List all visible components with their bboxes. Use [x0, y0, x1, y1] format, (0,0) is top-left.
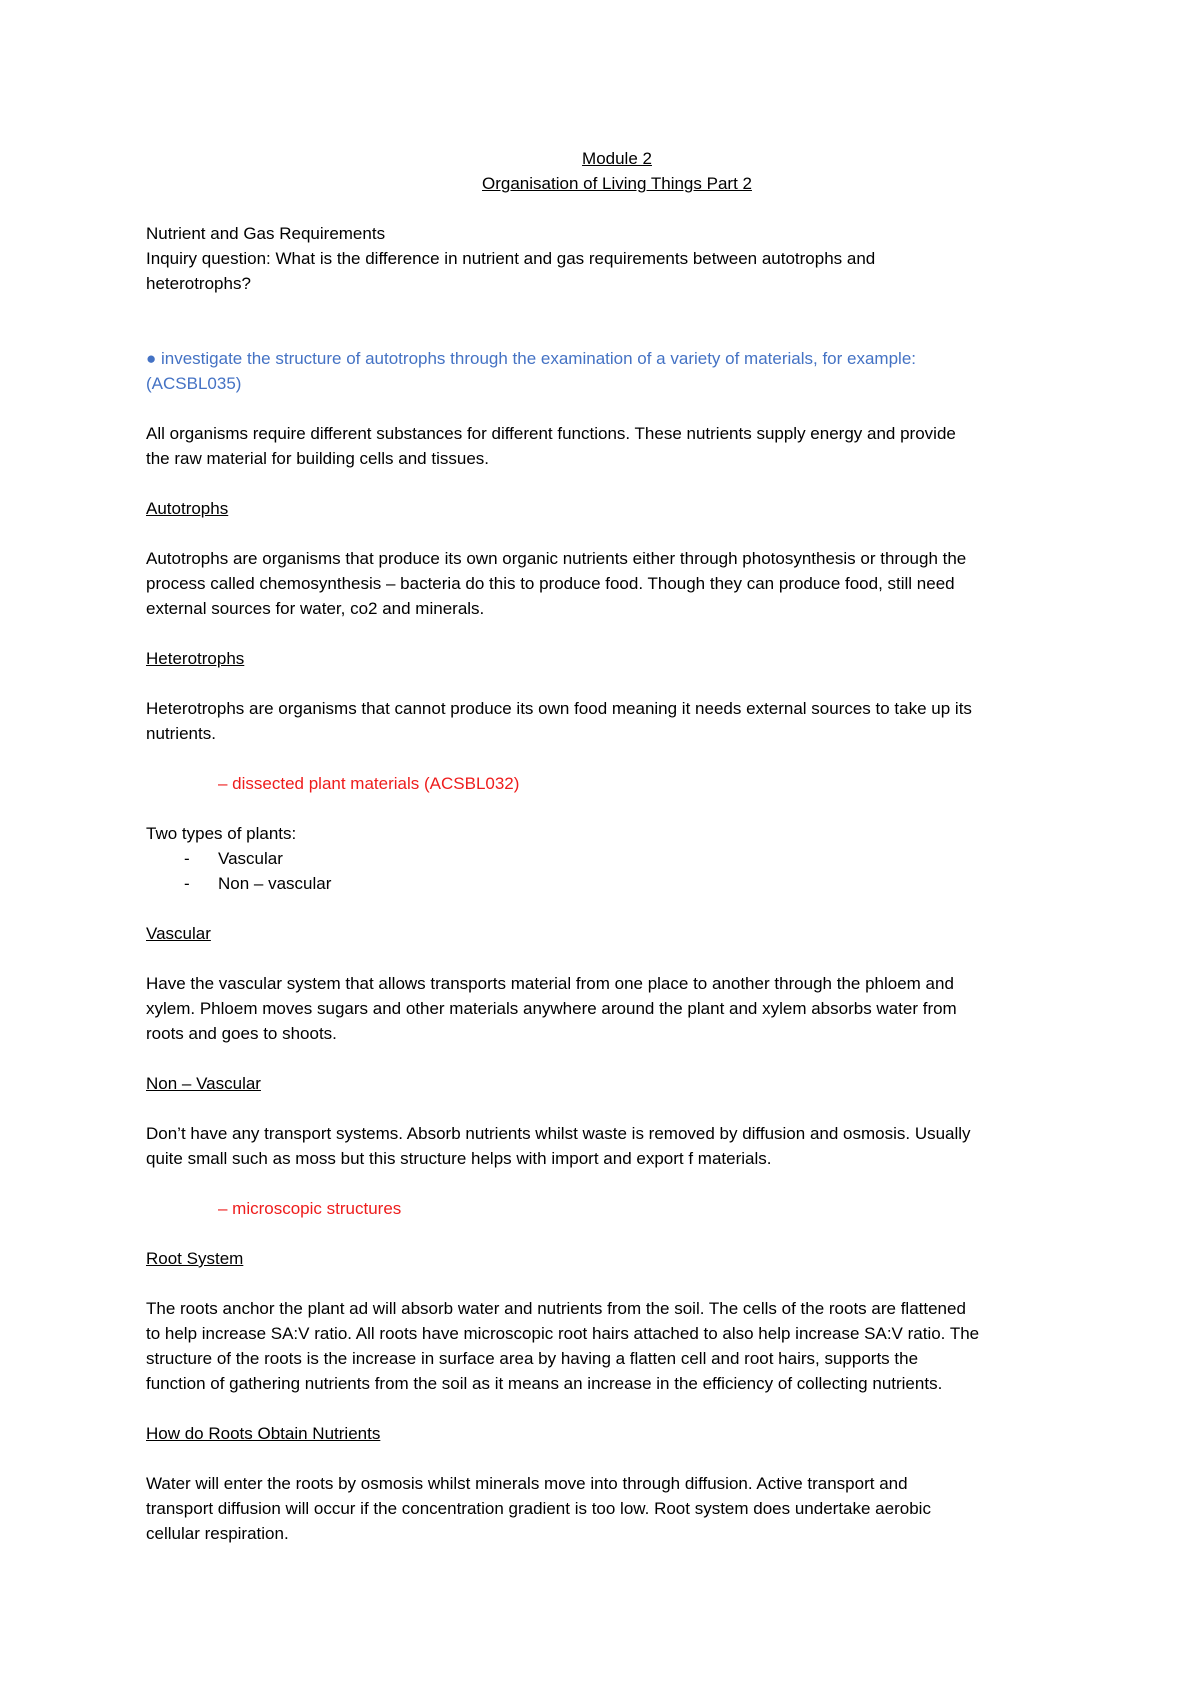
non-vascular-heading: Non – Vascular — [146, 1074, 261, 1093]
paragraph-line: Water will enter the roots by osmosis whilst minerals move into through diffusion. Active transport and — [146, 1474, 908, 1493]
paragraph-line: nutrients. — [146, 724, 216, 743]
autotrophs-heading: Autotrophs — [146, 499, 229, 518]
paragraph-line: quite small such as moss but this structure helps with import and export f materials. — [146, 1149, 772, 1168]
paragraph-line: roots and goes to shoots. — [146, 1024, 337, 1043]
paragraph-line: cellular respiration. — [146, 1524, 289, 1543]
paragraph-line: The roots anchor the plant ad will absorb water and nutrients from the soil. The cells of the roots are flattened — [146, 1299, 966, 1318]
paragraph-line: to help increase SA:V ratio. All roots have microscopic root hairs attached to also help increase SA:V ratio. The — [146, 1324, 980, 1343]
paragraph-line: transport diffusion will occur if the concentration gradient is too low. Root system does undertake aerobic — [146, 1499, 931, 1518]
paragraph-line: external sources for water, co2 and minerals. — [146, 599, 485, 618]
paragraph-line: process called chemosynthesis – bacteria do this to produce food. Though they can produce food, still need — [146, 574, 955, 593]
paragraph-line: structure of the roots is the increase in surface area by having a flatten cell and root hairs, supports the — [146, 1349, 919, 1368]
paragraph-line: Have the vascular system that allows transports material from one place to another through the phloem and — [146, 974, 954, 993]
list-bullet: - — [184, 849, 190, 868]
title-block — [174, 146, 1060, 196]
plant-types-list — [146, 846, 1060, 896]
paragraph-line: All organisms require different substances for different functions. These nutrients supply energy and provide — [146, 424, 956, 443]
paragraph-line: xylem. Phloem moves sugars and other materials anywhere around the plant and xylem absorbs water from — [146, 999, 957, 1018]
root-system-heading: Root System — [146, 1249, 244, 1268]
syllabus-dot-point: ● investigate the structure of autotrophs through the examination of a variety of materials, for example: — [146, 349, 917, 368]
syllabus-subpoint: – dissected plant materials (ACSBL032) — [218, 774, 520, 793]
paragraph-line: Don’t have any transport systems. Absorb nutrients whilst waste is removed by diffusion and osmosis. Usually — [146, 1124, 971, 1143]
paragraph-line: Heterotrophs are organisms that cannot produce its own food meaning it needs external sources to take up its — [146, 699, 972, 718]
inquiry-question-line: Inquiry question: What is the difference in nutrient and gas requirements between autotrophs and — [146, 249, 876, 268]
paragraph-line: Autotrophs are organisms that produce its own organic nutrients either through photosynthesis or through the — [146, 549, 967, 568]
plant-types-heading: Two types of plants: — [146, 824, 297, 843]
syllabus-subpoint: – microscopic structures — [218, 1199, 402, 1218]
vascular-heading: Vascular — [146, 924, 211, 943]
module-title: Module 2 — [582, 149, 652, 168]
section-heading: Nutrient and Gas Requirements — [146, 224, 386, 243]
inquiry-question-line: heterotrophs? — [146, 274, 251, 293]
list-bullet: - — [184, 874, 190, 893]
page-title: Organisation of Living Things Part 2 — [482, 174, 752, 193]
paragraph-line: the raw material for building cells and tissues. — [146, 449, 489, 468]
obtain-nutrients-heading: How do Roots Obtain Nutrients — [146, 1424, 381, 1443]
list-item: - Non – vascular — [146, 871, 1060, 896]
syllabus-code: (ACSBL035) — [146, 374, 242, 393]
paragraph-line: function of gathering nutrients from the soil as it means an increase in the efficiency of collecting nutrients. — [146, 1374, 943, 1393]
heterotrophs-heading: Heterotrophs — [146, 649, 245, 668]
list-item: - Vascular — [146, 846, 1060, 871]
